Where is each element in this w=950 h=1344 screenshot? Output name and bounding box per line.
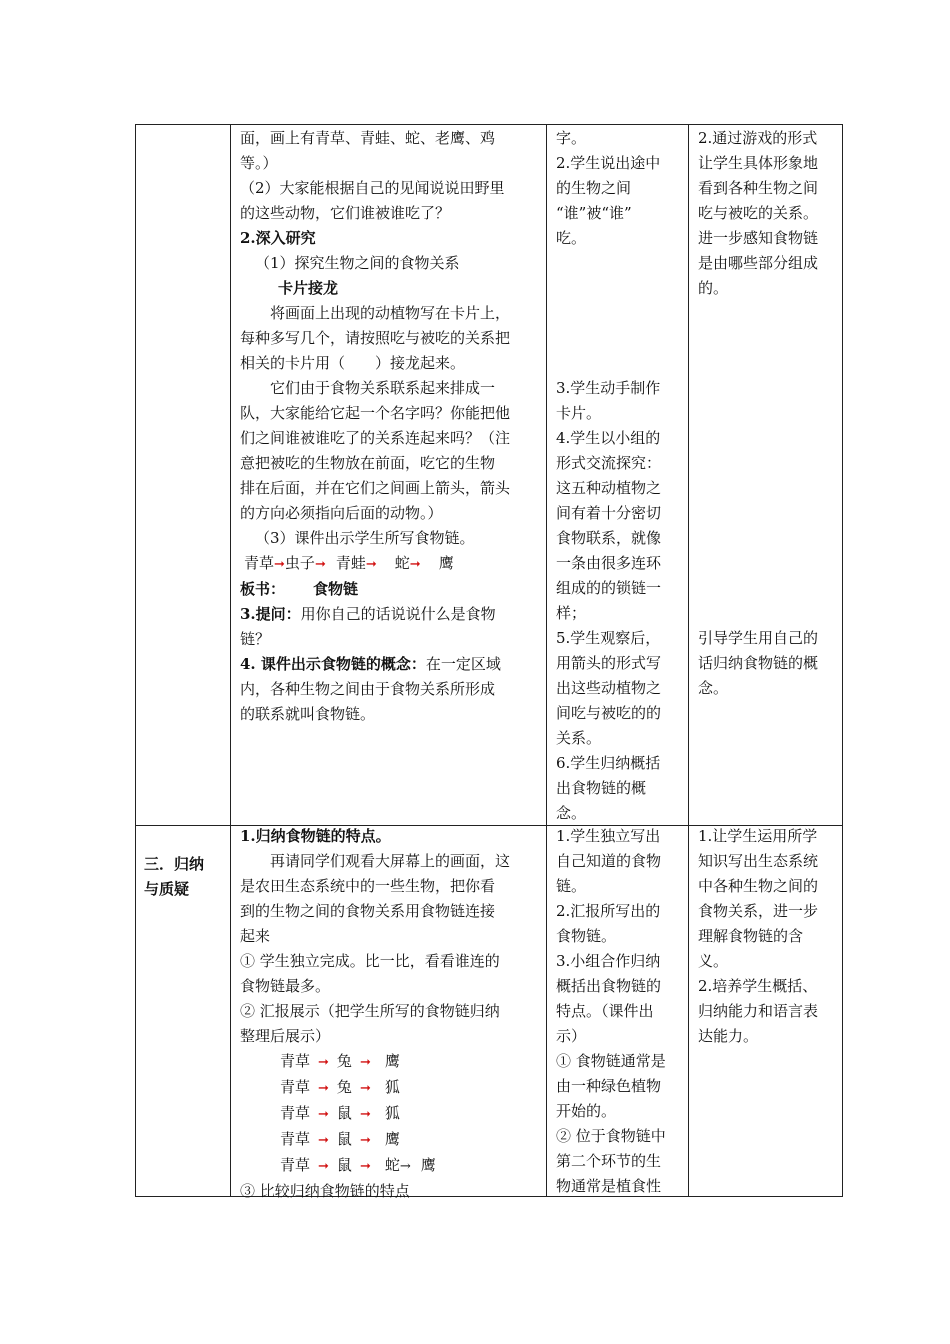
text-line: 出食物链的概 <box>556 779 647 797</box>
red-arrow-icon: ➞ <box>274 557 285 572</box>
text-line: 排在后面，并在它们之间画上箭头，箭头 <box>240 479 511 497</box>
text-line: 食物链最多。 <box>240 977 331 995</box>
text-line <box>240 602 542 627</box>
text-line: 间吃与被吃的的 <box>556 704 662 722</box>
text-line: 面，画上有青草、青蛙、蛇、老鹰、鸡 <box>240 129 496 147</box>
chain-item: 狐 <box>384 1104 400 1122</box>
text-line: “谁”被“谁” <box>556 204 632 222</box>
text-line: 将画面上出现的动植物写在卡片上， <box>270 304 511 322</box>
text-line: 的联系就叫食物链。 <box>240 705 376 723</box>
text-line: 意把被吃的生物放在前面，吃它的生物 <box>240 454 496 472</box>
text-line: 的生物之间 <box>556 179 632 197</box>
text-line: 让学生具体形象地 <box>698 154 819 172</box>
text-line: 4.学生以小组的 <box>556 429 661 447</box>
text-line: 的方向必须指向后面的动物。） <box>240 504 443 522</box>
food-chain <box>240 1127 542 1153</box>
text-line: 用箭头的形式写 <box>556 654 662 672</box>
text-line: 的这些动物，它们谁被谁吃了？ <box>240 204 451 222</box>
text-line: 食物关系，进一步 <box>698 902 819 920</box>
text-line: 间有着十分密切 <box>556 504 662 522</box>
chain-item: 鹰 <box>420 1156 436 1174</box>
chain-item: 青草 <box>280 1078 311 1096</box>
row1-teacher-cell <box>240 126 542 727</box>
chain-item: 鹰 <box>384 1052 400 1070</box>
chain-item: 青草 <box>280 1130 311 1148</box>
red-arrow-icon: ➞ <box>318 1133 329 1148</box>
chain-item: 蛇 <box>384 1156 400 1174</box>
text-line: 达能力。 <box>698 1027 759 1045</box>
column-divider <box>230 125 231 1196</box>
label: 食物链 <box>313 580 359 598</box>
text-line: ① 食物链通常是 <box>556 1052 666 1070</box>
text-line: 卡片。 <box>556 404 602 422</box>
text-line: 2.学生说出途中 <box>556 154 661 172</box>
text-line: 一条由很多连环 <box>556 554 662 572</box>
red-arrow-icon: ➞ <box>359 1159 371 1174</box>
text-line: 样； <box>556 604 587 622</box>
text-line: 知识写出生态系统 <box>698 852 819 870</box>
text-line: 的。 <box>698 279 729 297</box>
text: 用你自己的话说说什么是食物 <box>300 605 496 623</box>
text-line: 念。 <box>698 679 729 697</box>
text-line: 吃与被吃的关系。 <box>698 204 819 222</box>
chain-item: 青蛙 <box>335 554 366 572</box>
text-line: 1.让学生运用所学 <box>698 827 818 845</box>
text-line: 自己知道的食物 <box>556 852 662 870</box>
black-arrow-icon: → <box>399 1159 411 1174</box>
text-line: 由一种绿色植物 <box>556 1077 662 1095</box>
text-line: （3）课件出示学生所写食物链。 <box>255 529 475 547</box>
text-line: 话归纳食物链的概 <box>698 654 819 672</box>
text-line: 出这些动植物之 <box>556 679 662 697</box>
text-line: 6.学生归纳概括 <box>556 754 661 772</box>
text-line: 队，大家能给它起一个名字吗？你能把他 <box>240 404 511 422</box>
stage-title: 与质疑 <box>144 880 190 898</box>
text-line: 5.学生观察后， <box>556 629 661 647</box>
text-line: 进一步感知食物链 <box>698 229 819 247</box>
food-chain <box>240 551 542 577</box>
stage-cell <box>144 852 228 902</box>
red-arrow-icon: ➞ <box>314 557 326 572</box>
red-arrow-icon: ➞ <box>359 1055 371 1070</box>
text-line: 物通常是植食性 <box>556 1177 662 1195</box>
text-line: 理解食物链的含 <box>698 927 804 945</box>
row2-teacher-cell <box>240 824 542 1204</box>
text-line: 内，各种生物之间由于食物关系所形成 <box>240 680 496 698</box>
text-line: ① 学生独立完成。比一比，看看谁连的 <box>240 952 500 970</box>
text: 在一定区域 <box>425 655 501 673</box>
text-line: 它们由于食物关系联系起来排成一 <box>270 379 496 397</box>
text-line: 起来 <box>240 927 271 945</box>
chain-item: 兔 <box>336 1052 352 1070</box>
text-line: 是由哪些部分组成 <box>698 254 819 272</box>
activity-title: 卡片接龙 <box>278 279 339 297</box>
text-line: 归纳能力和语言表 <box>698 1002 819 1020</box>
text-line: 是农田生态系统中的一些生物，把你看 <box>240 877 496 895</box>
red-arrow-icon: ➞ <box>359 1081 371 1096</box>
text-line: 2.汇报所写出的 <box>556 902 661 920</box>
text-line: 示） <box>556 1027 587 1045</box>
text-line: 相关的卡片用（ ）接龙起来。 <box>240 354 466 372</box>
food-chain <box>240 1153 542 1179</box>
text-line: 食物联系，就像 <box>556 529 662 547</box>
text-line: 第二个环节的生 <box>556 1152 662 1170</box>
chain-item: 狐 <box>384 1078 400 1096</box>
text-line: 引导学生用自己的 <box>698 629 819 647</box>
chain-item: 青草 <box>244 554 275 572</box>
stage-title: 三．归纳 <box>144 855 205 873</box>
chain-item: 青草 <box>280 1156 311 1174</box>
board-writing <box>240 577 542 602</box>
food-chain <box>240 1101 542 1127</box>
text-line: （1）探究生物之间的食物关系 <box>255 254 460 272</box>
column-divider <box>688 125 689 1196</box>
lesson-plan-table <box>135 124 843 1200</box>
text-line: 念。 <box>556 804 587 822</box>
chain-item: 青草 <box>280 1052 311 1070</box>
chain-item: 鹰 <box>384 1130 400 1148</box>
red-arrow-icon: ➞ <box>318 1055 329 1070</box>
section-heading: 2.深入研究 <box>240 229 316 247</box>
red-arrow-icon: ➞ <box>359 1107 371 1122</box>
text-line: （2）大家能根据自己的见闻说说田野里 <box>240 179 505 197</box>
text-line: 字。 <box>556 129 587 147</box>
red-arrow-icon: ➞ <box>359 1133 371 1148</box>
text-line: ② 汇报展示（把学生所写的食物链归纳 <box>240 1002 500 1020</box>
text-line: 到的生物之间的食物关系用食物链连接 <box>240 902 496 920</box>
text-line: 特点。（课件出 <box>556 1002 654 1020</box>
text-line: 关系。 <box>556 729 602 747</box>
chain-item: 鼠 <box>336 1130 352 1148</box>
text-line: 整理后展示） <box>240 1027 331 1045</box>
food-chain <box>240 1049 542 1075</box>
text-line: 1.学生独立写出 <box>556 827 661 845</box>
text-line: 食物链。 <box>556 927 617 945</box>
text-line: 开始的。 <box>556 1102 617 1120</box>
red-arrow-icon: ➞ <box>409 557 421 572</box>
chain-item: 蛇 <box>394 554 410 572</box>
red-arrow-icon: ➞ <box>318 1107 329 1122</box>
chain-item: 鼠 <box>336 1104 352 1122</box>
text-line: 中各种生物之间的 <box>698 877 819 895</box>
label: 3.提问： <box>240 605 301 623</box>
red-arrow-icon: ➞ <box>318 1081 329 1096</box>
text-line: 吃。 <box>556 229 587 247</box>
text-line: 链？ <box>240 630 271 648</box>
text-line: 链。 <box>556 877 587 895</box>
text-line: 3.小组合作归纳 <box>556 952 661 970</box>
text-line: 组成的的锁链一 <box>556 579 662 597</box>
text-line: 们之间谁被谁吃了的关系连起来吗？（注 <box>240 429 511 447</box>
row2-intent-cell <box>698 824 840 1049</box>
label: 板书： <box>240 580 286 598</box>
row1-intent-cell <box>698 126 840 701</box>
column-divider <box>546 125 547 1196</box>
chain-item: 兔 <box>336 1078 352 1096</box>
food-chain <box>240 1075 542 1101</box>
red-arrow-icon: ➞ <box>365 557 377 572</box>
text-line: 3.学生动手制作 <box>556 379 661 397</box>
text-line: ③ 比较归纳食物链的特点 <box>240 1182 410 1200</box>
row1-student-cell <box>556 126 684 826</box>
text-line: 每种多写几个，请按照吃与被吃的关系把 <box>240 329 511 347</box>
chain-item: 虫子 <box>284 554 315 572</box>
text-line: 2.培养学生概括、 <box>698 977 818 995</box>
section-heading: 1.归纳食物链的特点。 <box>240 827 391 845</box>
text-line: 义。 <box>698 952 729 970</box>
text-line: 形式交流探究： <box>556 454 662 472</box>
label: 4. 课件出示食物链的概念： <box>240 655 426 673</box>
text-line <box>240 652 542 677</box>
red-arrow-icon: ➞ <box>318 1159 329 1174</box>
text-line: ② 位于食物链中 <box>556 1127 666 1145</box>
text-line: 等。） <box>240 154 278 172</box>
text-line: 这五种动植物之 <box>556 479 662 497</box>
chain-item: 鼠 <box>336 1156 352 1174</box>
text-line: 看到各种生物之间 <box>698 179 819 197</box>
text-line: 2.通过游戏的形式 <box>698 129 818 147</box>
row2-student-cell <box>556 824 684 1199</box>
text-line: 再请同学们观看大屏幕上的画面，这 <box>270 852 511 870</box>
text-line: 概括出食物链的 <box>556 977 662 995</box>
chain-item: 青草 <box>280 1104 311 1122</box>
chain-item: 鹰 <box>438 554 454 572</box>
